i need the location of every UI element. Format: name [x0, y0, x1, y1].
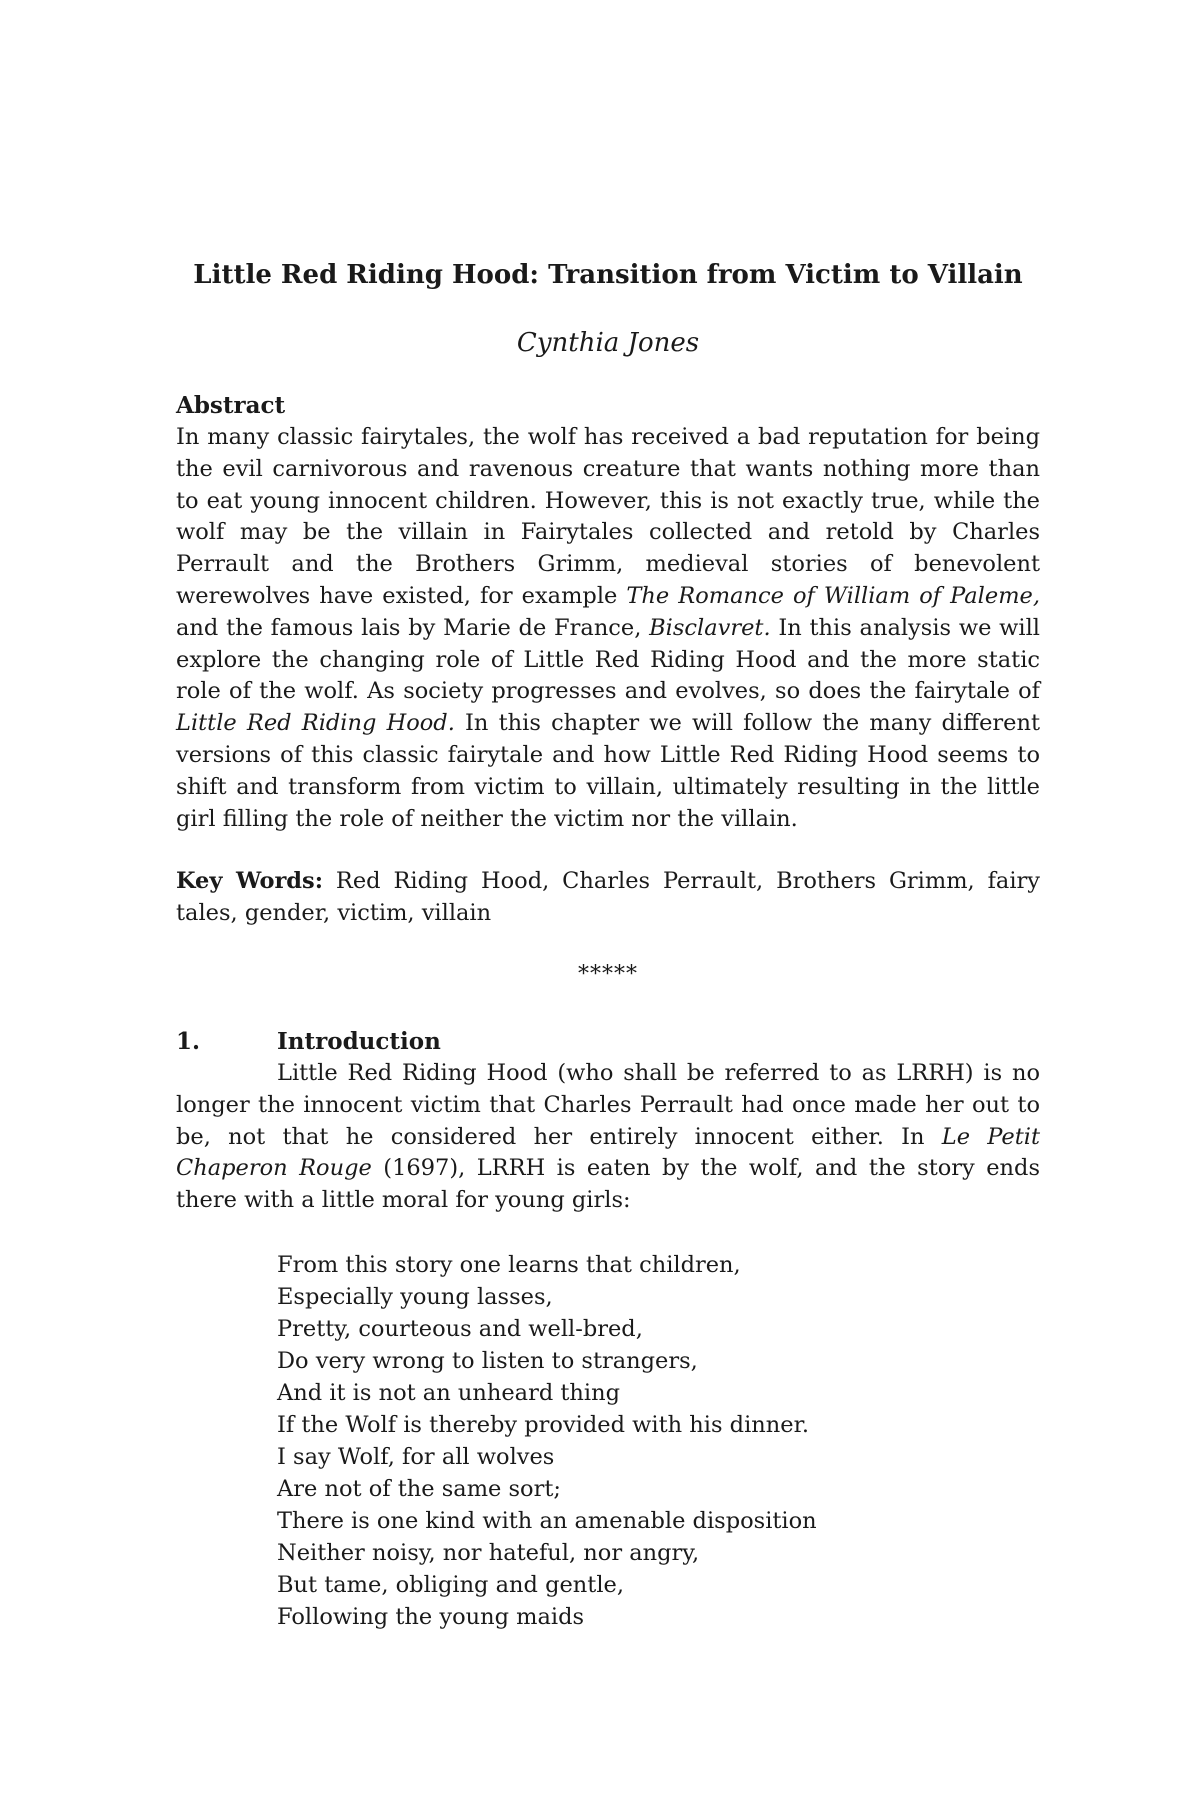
abstract-paragraph: [176, 422, 1040, 835]
poem-line: I say Wolf, for all wolves: [277, 1443, 555, 1470]
intro-text-1: Little Red Riding Hood (who shall be referred to as LRRH) is no longer the innocent victim that Charles Perrault had once made her out to be, not that he considered her entirely innocent either. In: [176, 1059, 1040, 1150]
poem-line: Especially young lasses,: [277, 1283, 553, 1310]
intro-paragraph: [176, 1058, 1040, 1217]
poem-block: [277, 1249, 1040, 1633]
keywords-text: Red Riding Hood, Charles Perrault, Brothers Grimm, fairy tales, gender, victim, villain: [176, 868, 1040, 927]
section-title: Introduction: [277, 1027, 441, 1055]
section-number: 1.: [176, 1027, 201, 1055]
keywords-label: Key Words:: [176, 868, 324, 895]
document-page: [176, 258, 1040, 1633]
poem-line: From this story one learns that children,: [277, 1251, 741, 1278]
poem-line: Do very wrong to listen to strangers,: [277, 1347, 698, 1374]
abstract-italic-2: Bisclavret.: [649, 614, 771, 641]
poem-line: And it is not an unheard thing: [277, 1379, 621, 1406]
poem-line: Pretty, courteous and well-bred,: [277, 1315, 643, 1342]
intro-text-2: (1697), LRRH is eaten by the wolf, and the story ends there with a little moral for young girls:: [176, 1155, 1040, 1214]
author-name: Cynthia Jones: [516, 328, 700, 358]
section-heading: [176, 1026, 1040, 1058]
poem-line: Are not of the same sort;: [277, 1475, 561, 1502]
abstract-text-3: In this analysis we will explore the changing role of Little Red Riding Hood and the more static role of the wolf. As society progresses and evolves, so does the fairytale of: [176, 614, 1040, 705]
abstract-text-2: and the famous lais by Marie de France,: [176, 614, 650, 641]
paper-title: Little Red Riding Hood: Transition from Victim to Villain: [193, 260, 1023, 290]
poem-line: But tame, obliging and gentle,: [277, 1571, 624, 1598]
abstract-text-1: In many classic fairytales, the wolf has received a bad reputation for being the evil carnivorous and ravenous creature that wants nothing more than to eat young innocent children. However, this is not exactly true, while the wolf may be the villain in Fairytales collected and retold by Charles Perrault and the Brothers Grimm, medieval stories of benevolent werewolves have existed, for example: [176, 424, 1040, 609]
poem-line: There is one kind with an amenable disposition: [277, 1507, 817, 1534]
abstract-italic-1: The Romance of William of Paleme,: [626, 582, 1040, 609]
poem-line: Following the young maids: [277, 1603, 585, 1630]
section-separator: *****: [578, 961, 638, 987]
abstract-heading: Abstract: [176, 392, 286, 419]
poem-line: Neither noisy, nor hateful, nor angry,: [277, 1539, 700, 1566]
poem-line: If the Wolf is thereby provided with his dinner.: [277, 1411, 810, 1438]
intro-italic-1: Le Petit Chaperon Rouge: [176, 1123, 1040, 1182]
abstract-text-4: In this chapter we will follow the many different versions of this classic fairytale and how Little Red Riding Hood seems to shift and transform from victim to villain, ultimately resulting in the little girl filling the role of neither the victim nor the villain.: [176, 710, 1041, 832]
abstract-italic-3: Little Red Riding Hood.: [176, 710, 455, 737]
keywords: [176, 866, 1040, 930]
